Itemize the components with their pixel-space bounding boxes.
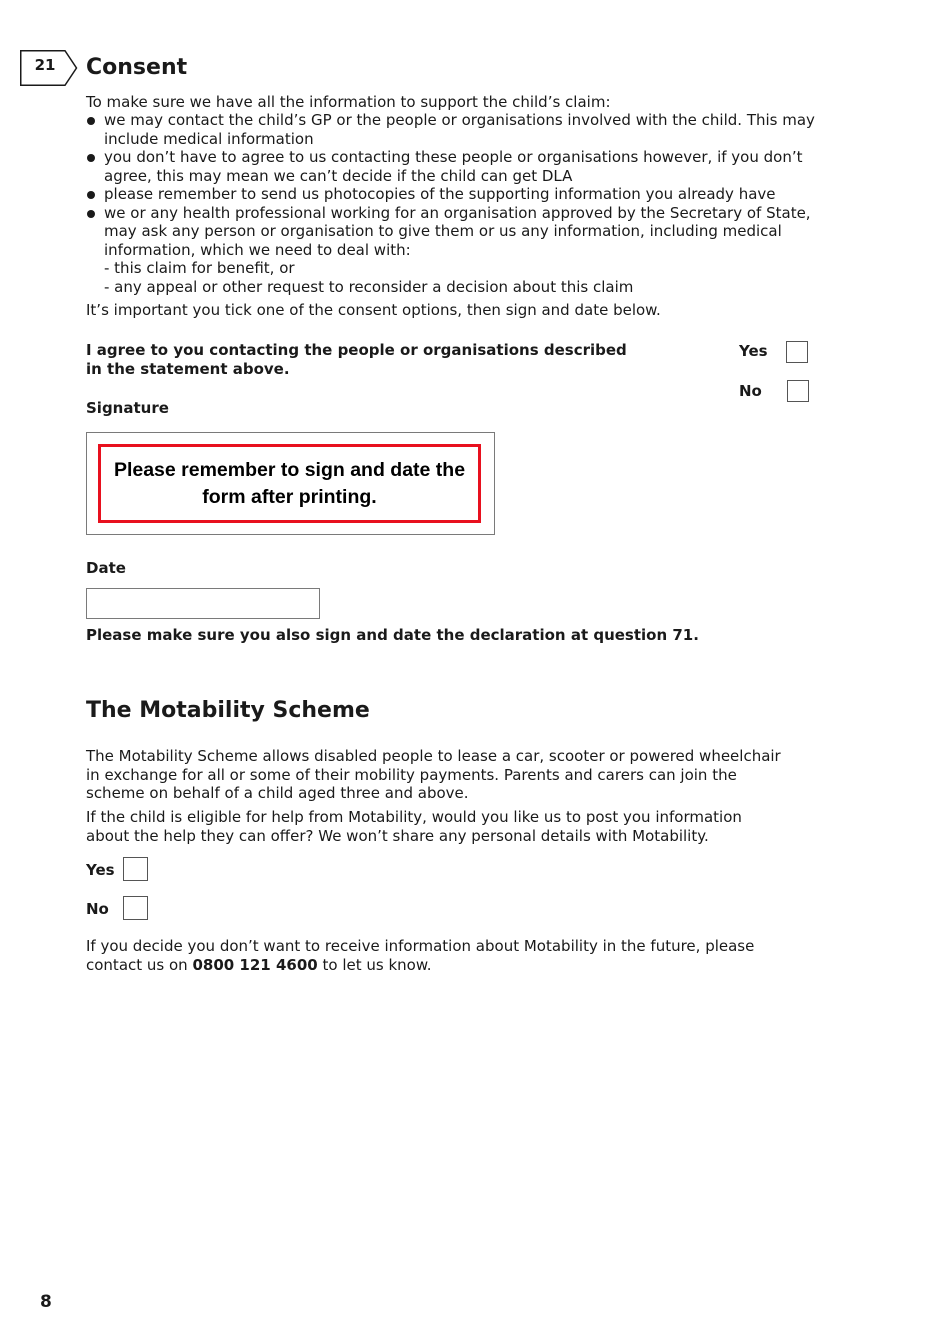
list-item	[86, 148, 816, 185]
opt-out-text-after: to let us know.	[317, 955, 432, 974]
consent-yes-label: Yes	[739, 342, 768, 360]
signature-label: Signature	[86, 399, 169, 417]
list-item	[86, 204, 816, 297]
bullet-text: we or any health professional working for an organisation approved by the Secretary of State, may ask any person or organisation to give them or us any information, including medical information, which we need to deal with:	[104, 203, 811, 259]
opt-out-text-before: If you decide you don’t want to receive information about Motability in the future, please contact us on	[86, 937, 755, 974]
motability-yes-checkbox[interactable]	[123, 857, 148, 881]
list-item	[86, 185, 816, 204]
bullet-text: please remember to send us photocopies of the supporting information you already have	[104, 185, 776, 203]
motability-opt-out-note	[86, 937, 786, 974]
list-item	[86, 111, 816, 148]
motability-description: The Motability Scheme allows disabled people to lease a car, scooter or powered wheelchair in exchange for all or some of their mobility payments. Parents and carers can join the scheme on behalf of a child aged three and above.	[86, 747, 781, 802]
motability-no-checkbox[interactable]	[123, 896, 148, 920]
sub-item: - this claim for benefit, or	[104, 259, 295, 277]
question-number-tag	[20, 50, 76, 86]
motability-question: If the child is eligible for help from Motability, would you like us to post you information about the help they can offer? We won’t share any personal details with Motability.	[86, 808, 742, 845]
consent-bullet-list	[86, 111, 816, 296]
agree-statement: I agree to you contacting the people or organisations described in the statement above.	[86, 341, 627, 378]
motability-yes-label: Yes	[86, 861, 115, 879]
question-number: 21	[34, 56, 56, 74]
signature-notice	[98, 444, 481, 523]
signature-notice-text: Please remember to sign and date the form after printing.	[113, 458, 466, 508]
consent-no-checkbox[interactable]	[787, 380, 809, 402]
consent-instruction: It’s important you tick one of the consent options, then sign and date below.	[86, 301, 661, 319]
motability-no-label: No	[86, 900, 109, 918]
consent-yes-checkbox[interactable]	[786, 341, 808, 363]
bullet-text: we may contact the child’s GP or the people or organisations involved with the child. This may include medical information	[104, 111, 815, 148]
consent-no-label: No	[739, 382, 762, 400]
date-label: Date	[86, 559, 126, 577]
section-title-consent: Consent	[86, 55, 188, 80]
consent-intro: To make sure we have all the information to support the child’s claim:	[86, 93, 611, 111]
declaration-reminder: Please make sure you also sign and date the declaration at question 71.	[86, 626, 699, 644]
date-field[interactable]	[86, 588, 320, 619]
phone-number: 0800 121 4600	[192, 955, 318, 974]
sub-item: - any appeal or other request to reconsider a decision about this claim	[104, 277, 634, 296]
bullet-text: you don’t have to agree to us contacting these people or organisations however, if you don’t agree, this may mean we can’t decide if the child can get DLA	[104, 148, 803, 185]
page-number: 8	[40, 1292, 52, 1312]
section-title-motability: The Motability Scheme	[86, 698, 370, 723]
